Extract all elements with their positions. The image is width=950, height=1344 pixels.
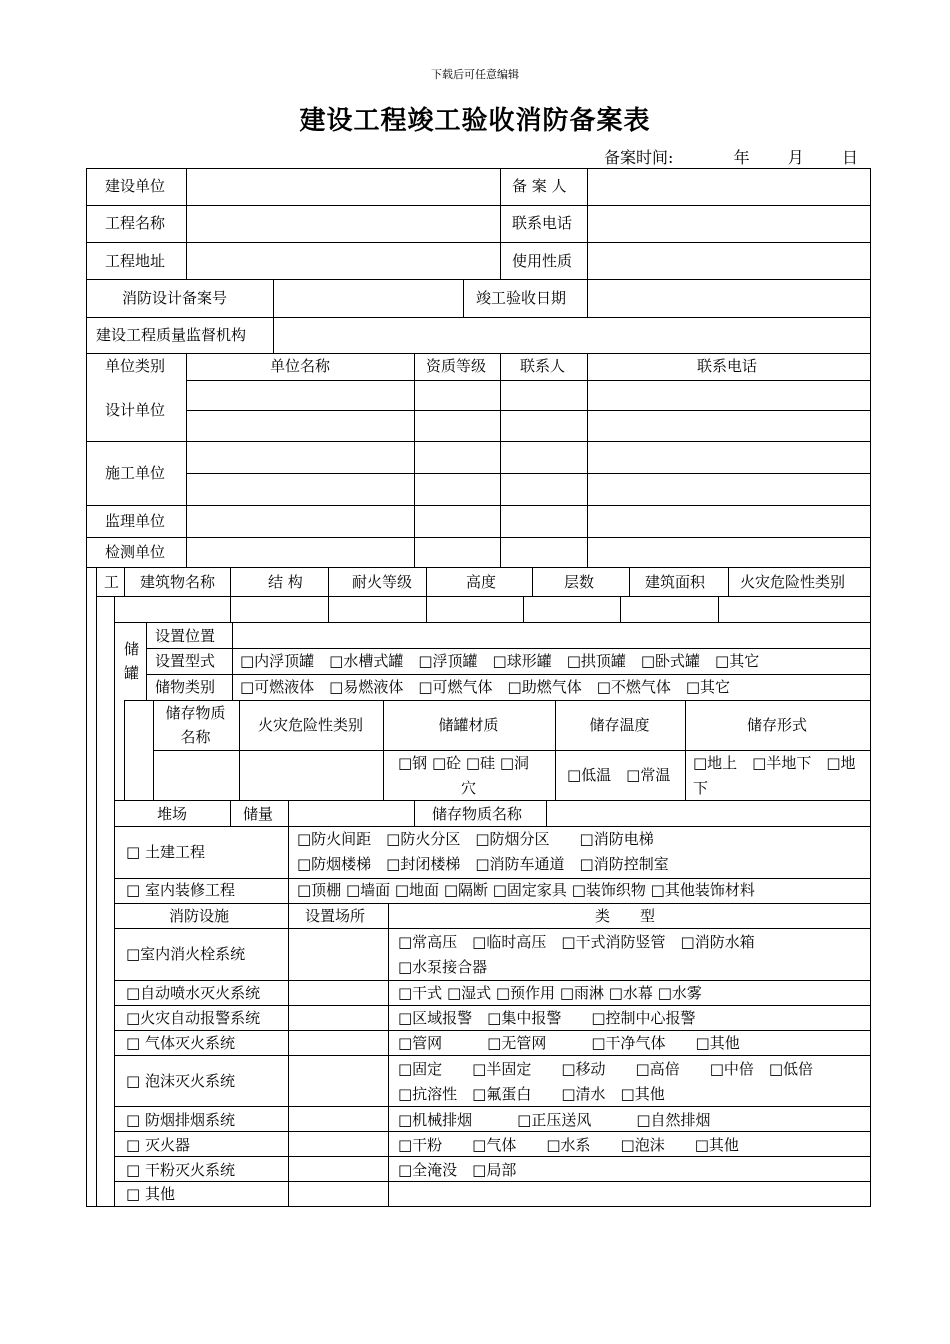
- sys-sprinkler: □自动喷水灭火系统: [126, 984, 261, 1002]
- grid-line: [620, 596, 621, 622]
- yard-label: 堆场: [157, 805, 188, 823]
- units-header-contact: 联系人: [520, 357, 566, 375]
- proj-h-fire-rating: 耐火等级: [352, 573, 413, 591]
- units-header-grade: 资质等级: [426, 357, 487, 375]
- proj-h-height: 高度: [466, 573, 497, 591]
- grid-line: [86, 317, 871, 318]
- grid-line: [114, 980, 871, 981]
- grid-line: [288, 800, 289, 826]
- yard-qty-label: 储量: [243, 805, 274, 823]
- tank-h-temperature: 储存温度: [589, 716, 650, 734]
- grid-line: [500, 353, 501, 567]
- grid-line: [124, 567, 125, 596]
- label-project-address: 工程地址: [105, 252, 166, 270]
- units-header-phone: 联系电话: [697, 357, 758, 375]
- grid-line: [186, 168, 187, 279]
- grid-line: [114, 1005, 871, 1006]
- sys-powder: □ 干粉灭火系统: [126, 1161, 235, 1179]
- tank-goods-label: 储物类别: [155, 678, 216, 696]
- grid-line: [114, 596, 115, 1206]
- top-note: 下载后可任意编辑: [431, 68, 519, 81]
- grid-line: [153, 750, 871, 751]
- civil-options-2: □防烟楼梯 □封闭楼梯 □消防车通道 □消防控制室: [297, 855, 669, 873]
- grid-line: [230, 567, 231, 596]
- units-header-type: 单位类别: [105, 357, 166, 375]
- sys-gas-options: □管网 □无管网 □干净气体 □其他: [398, 1034, 740, 1052]
- facility-h-location: 设置场所: [305, 907, 366, 925]
- grid-line: [114, 800, 871, 801]
- grid-line: [86, 242, 871, 243]
- grid-line: [186, 473, 871, 474]
- facility-h-name: 消防设施: [169, 907, 230, 925]
- grid-line: [124, 700, 871, 701]
- label-supervision-org: 建设工程质量监督机构: [96, 326, 247, 344]
- sys-extinguisher-options: □干粉 □气体 □水系 □泡沫 □其他: [398, 1136, 739, 1154]
- row-construction-unit: 施工单位: [105, 464, 166, 482]
- grid-line: [426, 567, 427, 596]
- grid-line: [230, 596, 231, 622]
- grid-line: [587, 279, 588, 317]
- tank-type-options: □内浮顶罐 □水槽式罐 □浮顶罐 □球形罐 □拱顶罐 □卧式罐 □其它: [240, 652, 760, 670]
- grid-line: [114, 1106, 871, 1107]
- grid-line: [328, 567, 329, 596]
- label-filer: 备 案 人: [512, 177, 567, 195]
- tank-goods-options: □可燃液体 □易燃液体 □可燃气体 □助燃气体 □不燃气体 □其它: [240, 678, 731, 696]
- yard-material-label: 储存物质名称: [432, 805, 523, 823]
- label-use-nature: 使用性质: [512, 252, 573, 270]
- civil-options-1: □防火间距 □防火分区 □防烟分区 □消防电梯: [297, 830, 654, 848]
- sys-hydrant-options-2: □水泵接合器: [398, 958, 488, 976]
- deco-label: □ 室内装修工程: [126, 881, 235, 899]
- facility-h-type: 类 型: [595, 907, 656, 925]
- grid-line: [96, 567, 97, 596]
- label-build-unit: 建设单位: [105, 177, 166, 195]
- sys-foam-options-2: □抗溶性 □氟蛋白 □清水 □其他: [398, 1085, 665, 1103]
- grid-line: [86, 279, 871, 280]
- project-side-label: 工: [104, 573, 120, 591]
- grid-line: [186, 353, 187, 567]
- grid-line: [114, 1156, 871, 1157]
- sys-extinguisher: □ 灭火器: [126, 1136, 190, 1154]
- proj-h-area: 建筑面积: [645, 573, 706, 591]
- grid-line: [114, 1131, 871, 1132]
- tank-type-label: 设置型式: [155, 652, 216, 670]
- tank-location-label: 设置位置: [155, 627, 216, 645]
- sys-sprinkler-options: □干式 □湿式 □预作用 □雨淋 □水幕 □水雾: [398, 984, 702, 1002]
- grid-line: [546, 800, 547, 826]
- grid-line: [86, 537, 871, 538]
- year-label: 年: [733, 148, 750, 167]
- grid-line: [86, 168, 87, 1206]
- sys-hydrant: □室内消火栓系统: [126, 945, 246, 963]
- proj-h-structure: 结 构: [268, 573, 303, 591]
- tank-material-options: □钢 □砼 □硅 □洞: [398, 754, 529, 772]
- grid-line: [86, 505, 871, 506]
- grid-line: [86, 205, 871, 206]
- tank-h-hazard: 火灾危险性类别: [257, 716, 363, 734]
- grid-line: [114, 1030, 871, 1031]
- grid-line: [86, 1206, 871, 1207]
- sys-powder-options: □全淹没 □局部: [398, 1161, 517, 1179]
- grid-line: [718, 596, 719, 622]
- tank-form-options-2: 下: [693, 779, 709, 797]
- deco-options: □顶棚 □墙面 □地面 □隔断 □固定家具 □装饰织物 □其他装饰材料: [297, 881, 755, 899]
- label-completion-date: 竣工验收日期: [476, 289, 567, 307]
- grid-line: [532, 567, 533, 596]
- day-label: 日: [842, 148, 859, 167]
- grid-line: [414, 800, 415, 826]
- grid-line: [186, 380, 871, 381]
- tank-h-material-name: 储存物质: [165, 704, 226, 722]
- label-project-name: 工程名称: [105, 214, 166, 232]
- grid-line: [230, 800, 231, 826]
- sys-hydrant-options: □常高压 □临时高压 □干式消防竖管 □消防水箱: [398, 933, 755, 951]
- sys-foam-options: □固定 □半固定 □移动 □高倍 □中倍 □低倍: [398, 1060, 814, 1078]
- proj-h-hazard: 火灾危险性类别: [740, 573, 846, 591]
- grid-line: [124, 700, 125, 800]
- page-title: 建设工程竣工验收消防备案表: [299, 106, 651, 136]
- tank-material-options-2: 穴: [461, 779, 477, 797]
- proj-h-floors: 层数: [564, 573, 595, 591]
- sys-smoke-options: □机械排烟 □正压送风 □自然排烟: [398, 1111, 711, 1129]
- grid-line: [114, 903, 871, 904]
- tank-temp-options: □低温 □常温: [567, 766, 671, 784]
- label-phone: 联系电话: [512, 214, 573, 232]
- tank-side-label: 储罐: [124, 640, 140, 682]
- label-fire-design-no: 消防设计备案号: [122, 289, 228, 307]
- grid-line: [273, 279, 274, 353]
- sys-smoke: □ 防烟排烟系统: [126, 1111, 235, 1129]
- grid-line: [146, 648, 871, 649]
- grid-line: [86, 441, 871, 442]
- civil-label: □ 土建工程: [126, 843, 205, 861]
- grid-line: [96, 596, 97, 1206]
- grid-line: [114, 1181, 871, 1182]
- grid-line: [114, 878, 871, 879]
- grid-line: [86, 353, 871, 354]
- month-label: 月: [787, 148, 804, 167]
- filing-date: [604, 145, 858, 168]
- grid-line: [523, 596, 524, 622]
- sys-alarm-options: □区域报警 □集中报警 □控制中心报警: [398, 1009, 696, 1027]
- grid-line: [86, 567, 871, 568]
- grid-line: [328, 596, 329, 622]
- grid-line: [587, 168, 588, 279]
- grid-line: [414, 353, 415, 567]
- sys-foam: □ 泡沫灭火系统: [126, 1072, 235, 1090]
- grid-line: [114, 1055, 871, 1056]
- sys-other: □ 其他: [126, 1185, 175, 1203]
- proj-h-name: 建筑物名称: [140, 573, 216, 591]
- grid-line: [96, 596, 871, 597]
- grid-line: [114, 826, 871, 827]
- tank-h-material-name-2: 名称: [180, 728, 211, 746]
- grid-line: [146, 674, 871, 675]
- grid-line: [186, 410, 871, 411]
- sys-gas: □ 气体灭火系统: [126, 1034, 235, 1052]
- grid-line: [587, 353, 588, 567]
- units-header-name: 单位名称: [270, 357, 331, 375]
- row-supervision-unit: 监理单位: [105, 512, 166, 530]
- grid-line: [146, 622, 147, 700]
- tank-form-options: □地上 □半地下 □地: [693, 754, 856, 772]
- grid-line: [500, 168, 501, 279]
- grid-line: [232, 622, 233, 700]
- row-testing-unit: 检测单位: [105, 543, 166, 561]
- grid-line: [463, 279, 464, 317]
- grid-line: [114, 928, 871, 929]
- date-label: 备案时间:: [604, 148, 674, 167]
- grid-line: [728, 567, 729, 596]
- row-design-unit: 设计单位: [105, 401, 166, 419]
- grid-line: [426, 596, 427, 622]
- sys-alarm: □火灾自动报警系统: [126, 1009, 261, 1027]
- grid-line: [114, 622, 871, 623]
- tank-h-form: 储存形式: [746, 716, 807, 734]
- grid-line: [86, 168, 871, 169]
- grid-line: [629, 567, 630, 596]
- tank-h-material: 储罐材质: [438, 716, 499, 734]
- grid-line: [288, 826, 289, 1206]
- grid-line: [870, 168, 871, 1206]
